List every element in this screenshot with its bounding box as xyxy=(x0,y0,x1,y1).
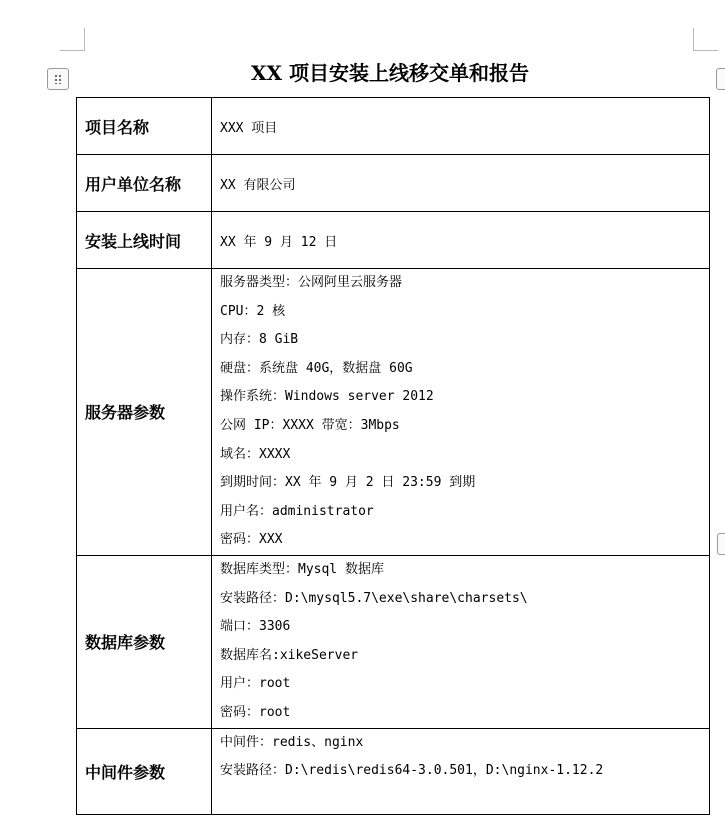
row-label[interactable]: 用户单位名称 xyxy=(77,155,212,212)
value-line: 用户名：administrator xyxy=(220,503,374,519)
row-value[interactable] xyxy=(212,155,710,212)
row-value[interactable] xyxy=(212,728,710,815)
row-value[interactable] xyxy=(212,555,710,728)
row-label[interactable]: 项目名称 xyxy=(77,98,212,155)
row-insert-handle-icon[interactable] xyxy=(717,533,725,555)
table-row xyxy=(77,555,710,728)
value-line: 密码：XXX xyxy=(220,532,283,548)
document-title: XX 项目安装上线移交单和报告 xyxy=(251,61,529,85)
value-line: 安装路径：D:\mysql5.7\exe\share\charsets\ xyxy=(220,590,528,606)
table-row xyxy=(77,212,710,269)
value-line: 中间件：redis、nginx xyxy=(220,734,364,750)
crop-mark-top-left xyxy=(60,28,85,51)
table-row xyxy=(77,98,710,155)
value-line: 操作系统：Windows server 2012 xyxy=(220,389,434,405)
value-line xyxy=(220,786,709,815)
value-line: 到期时间：XX 年 9 月 2 日 23:59 到期 xyxy=(220,475,476,491)
value-line: 域名：XXXX xyxy=(220,446,291,462)
value-line: 安装路径：D:\redis\redis64-3.0.501，D:\nginx-1.12.2 xyxy=(220,763,604,779)
value-line: 密码：root xyxy=(220,704,291,720)
value-line: 内存：8 GiB xyxy=(220,332,299,348)
table-row xyxy=(77,728,710,815)
row-label[interactable]: 服务器参数 xyxy=(77,269,212,556)
table-row xyxy=(77,269,710,556)
value-line: 端口：3306 xyxy=(220,619,291,635)
value-line: 用户：root xyxy=(220,676,291,692)
value-line: CPU：2 核 xyxy=(220,303,286,319)
row-label[interactable]: 安装上线时间 xyxy=(77,212,212,269)
value-line: 服务器类型：公网阿里云服务器 xyxy=(220,275,403,290)
value-line: XX 年 9 月 12 日 xyxy=(220,234,338,250)
handover-table xyxy=(76,97,710,815)
row-value[interactable] xyxy=(212,212,710,269)
row-value[interactable] xyxy=(212,98,710,155)
row-label[interactable]: 数据库参数 xyxy=(77,555,212,728)
value-line: 硬盘：系统盘 40G，数据盘 60G xyxy=(220,360,413,376)
row-value[interactable] xyxy=(212,269,710,556)
value-line: 数据库类型：Mysql 数据库 xyxy=(220,561,384,577)
value-line: XXX 项目 xyxy=(220,120,278,136)
value-line: 数据库名:xikeServer xyxy=(220,647,359,663)
table-row xyxy=(77,155,710,212)
row-label[interactable]: 中间件参数 xyxy=(77,728,212,815)
value-line: XX 有限公司 xyxy=(220,177,296,193)
value-line: 公网 IP：XXXX 带宽：3Mbps xyxy=(220,417,400,433)
crop-mark-top-right xyxy=(693,28,718,51)
